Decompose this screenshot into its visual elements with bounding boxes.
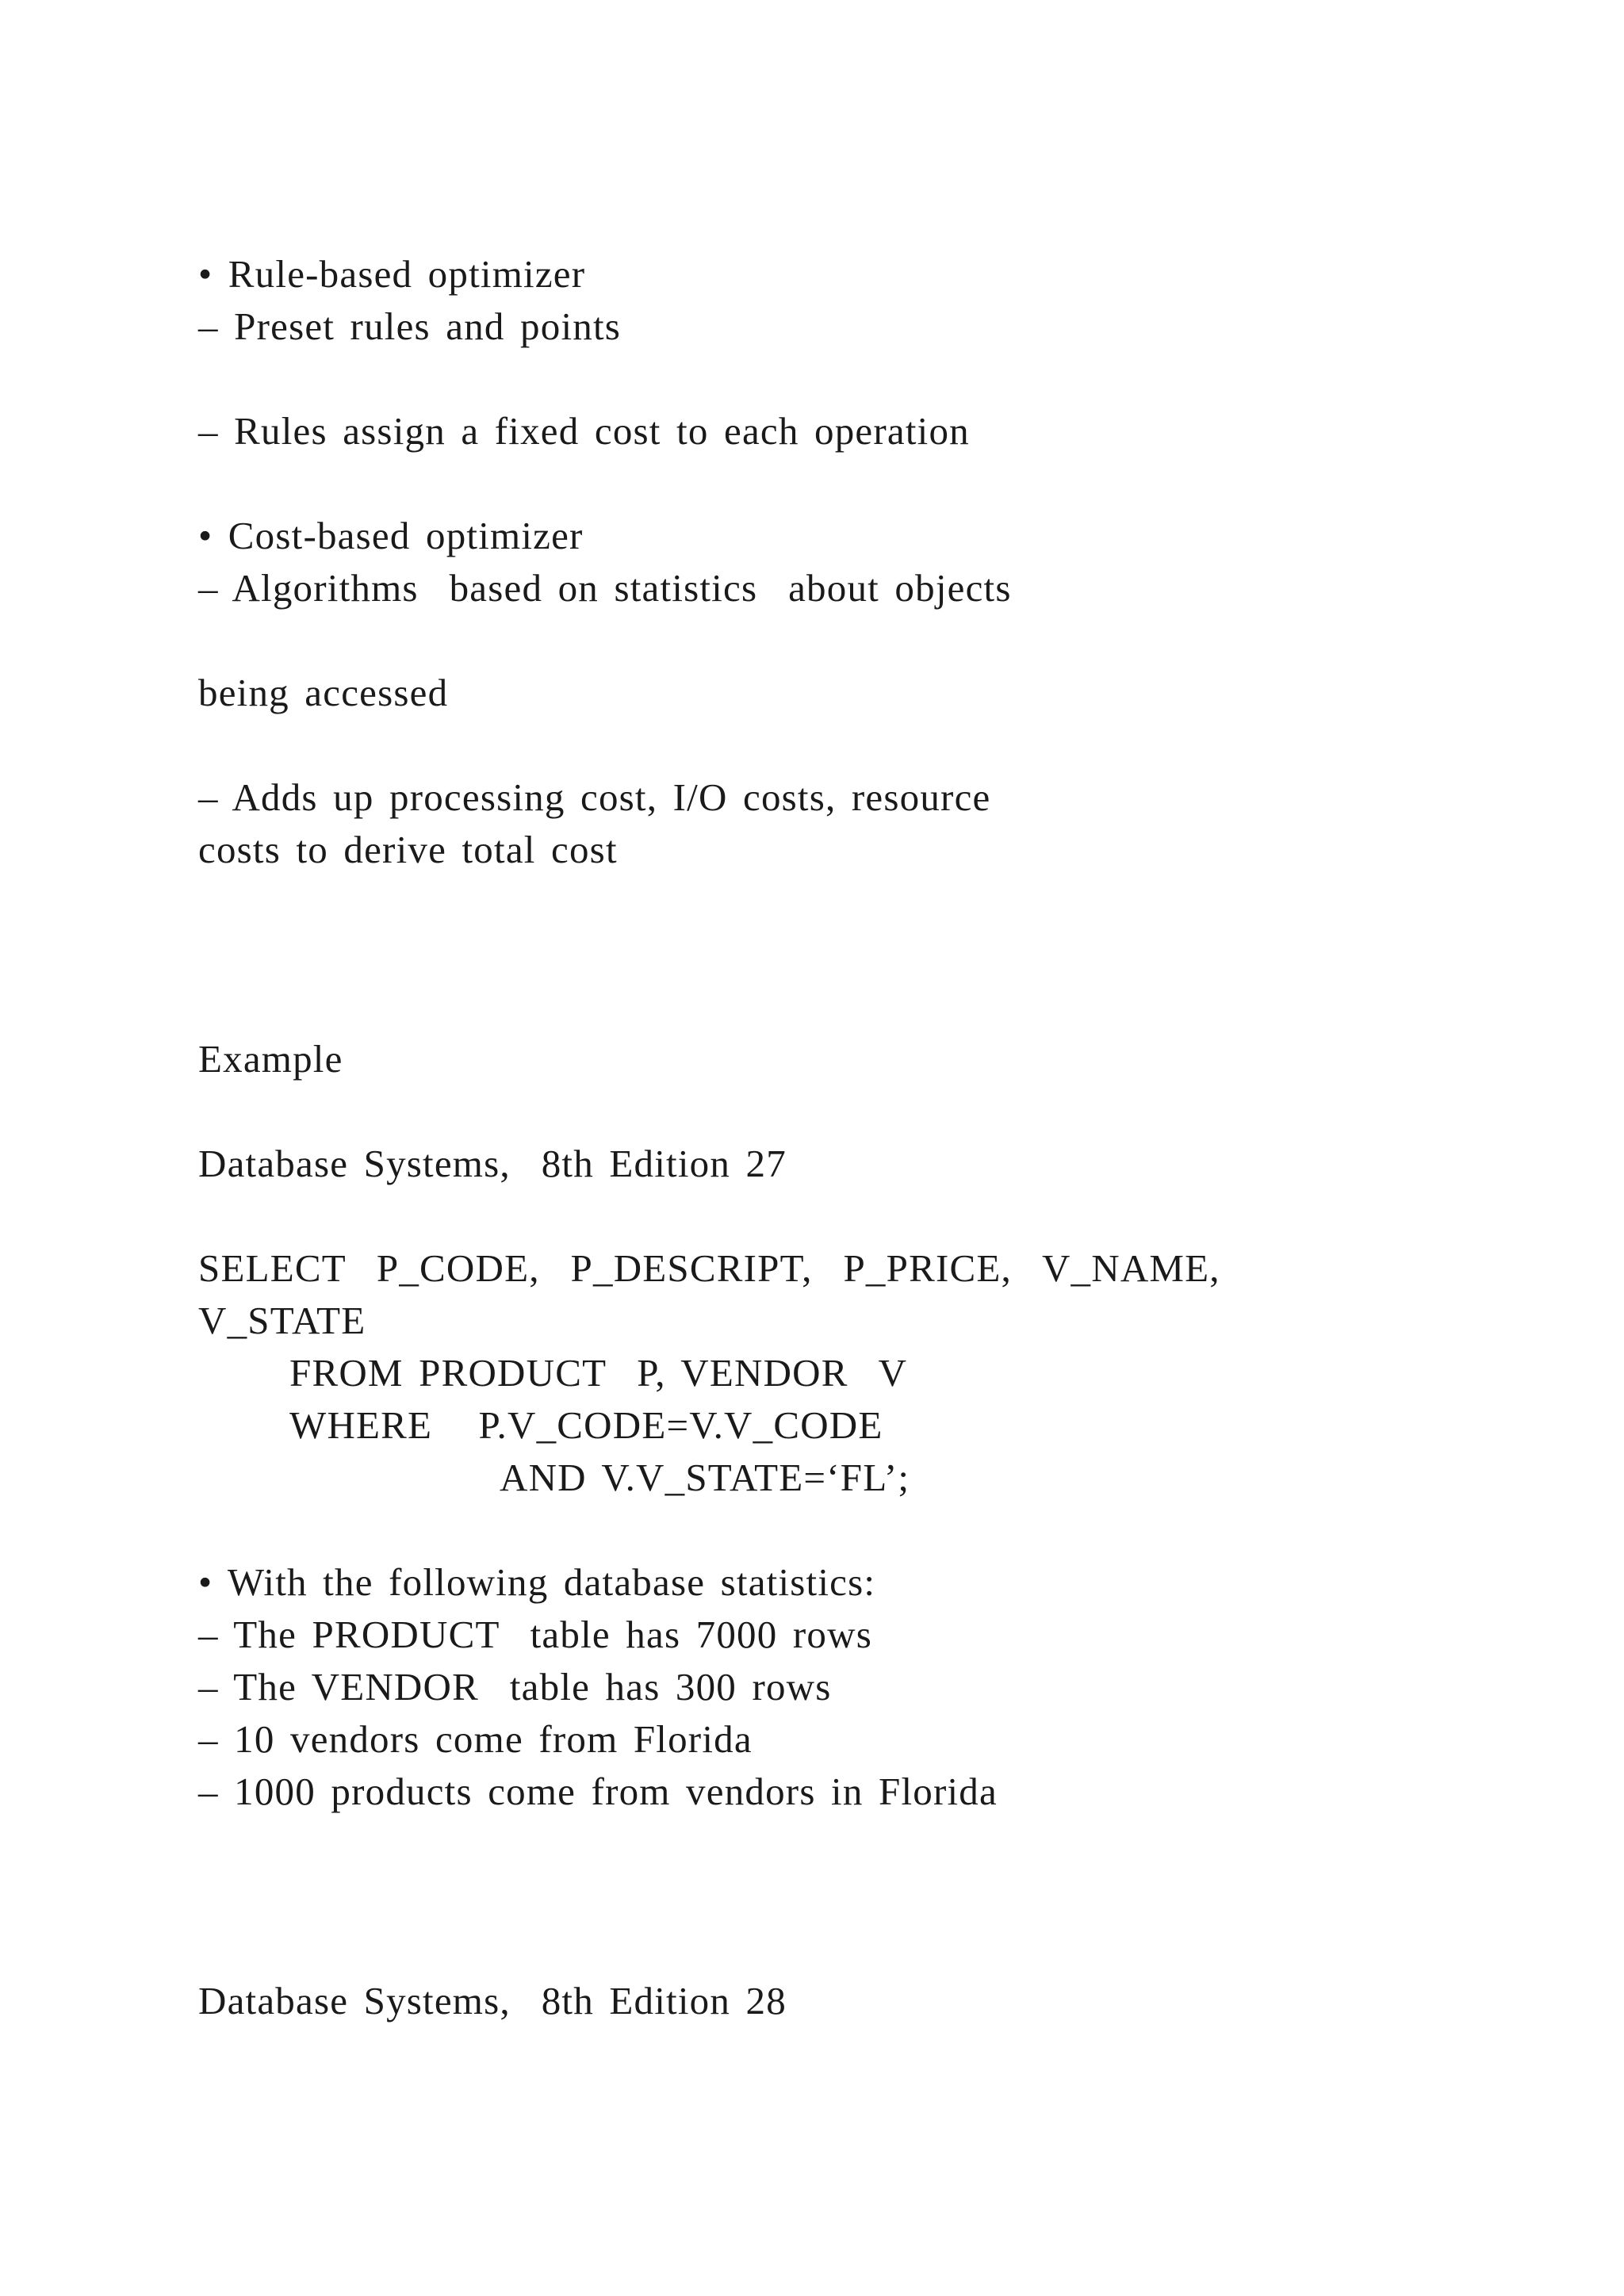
sql-where-clause: WHERE P.V_CODE=V.V_CODE — [289, 1403, 883, 1447]
sql-and-clause: AND V.V_STATE=‘FL’; — [500, 1456, 910, 1499]
subpoint-algorithms: – Algorithms based on statistics about objects — [198, 566, 1012, 610]
section-heading-example: Example — [198, 1037, 343, 1081]
subpoint-adds-up-costs: – Adds up processing cost, I/O costs, resource — [198, 775, 991, 819]
stat-product-rows: – The PRODUCT table has 7000 rows — [198, 1613, 872, 1656]
sql-from-clause: FROM PRODUCT P, VENDOR V — [289, 1351, 908, 1395]
bullet-cost-based-optimizer: • Cost-based optimizer — [198, 514, 584, 557]
subpoint-fixed-cost: – Rules assign a fixed cost to each operation — [198, 409, 970, 453]
slide-footer-27: Database Systems, 8th Edition 27 — [198, 1142, 787, 1185]
stat-vendor-rows: – The VENDOR table has 300 rows — [198, 1665, 832, 1709]
sql-select-clause-continued: V_STATE — [198, 1299, 366, 1342]
slide-footer-28: Database Systems, 8th Edition 28 — [198, 1979, 787, 2022]
bullet-rule-based-optimizer: • Rule-based optimizer — [198, 252, 586, 296]
stat-florida-products: – 1000 products come from vendors in Florida — [198, 1770, 998, 1813]
bullet-database-statistics: • With the following database statistics: — [198, 1560, 876, 1604]
stat-florida-vendors: – 10 vendors come from Florida — [198, 1717, 753, 1761]
subpoint-adds-up-costs-continued: costs to derive total cost — [198, 828, 618, 871]
sql-select-clause: SELECT P_CODE, P_DESCRIPT, P_PRICE, V_NAME, — [198, 1246, 1220, 1290]
subpoint-preset-rules: – Preset rules and points — [198, 304, 622, 348]
subpoint-algorithms-continued: being accessed — [198, 671, 449, 714]
